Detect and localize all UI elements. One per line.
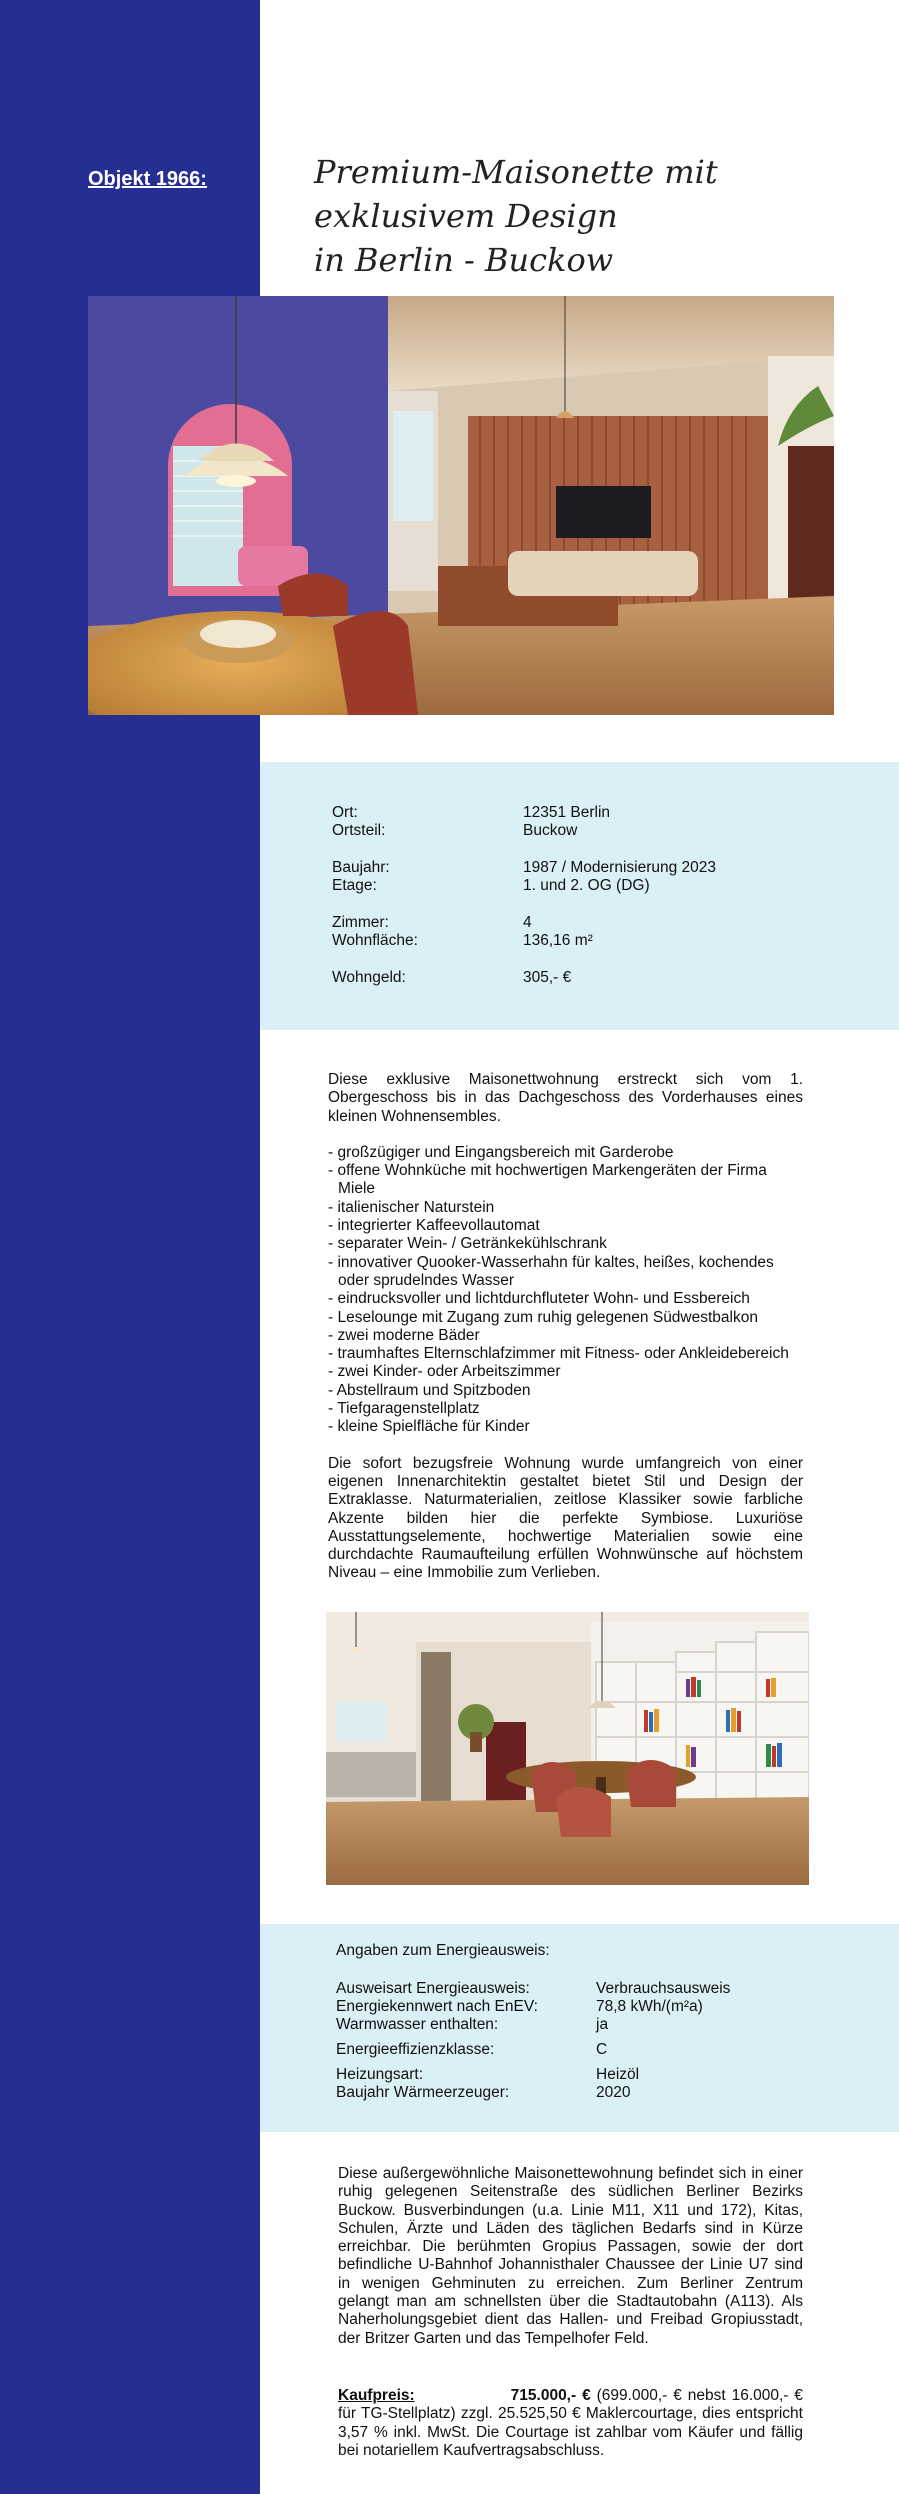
- fact-row: [332, 969, 716, 987]
- fact-row: [332, 804, 716, 822]
- fact-row: [332, 932, 716, 950]
- feature-item: - integrierter Kaffeevollautomat: [328, 1217, 540, 1235]
- energy-value: C: [596, 2041, 608, 2058]
- fact-label: Ort:: [332, 804, 358, 821]
- energy-label: Ausweisart Energieausweis:: [336, 1980, 530, 1997]
- feature-item: - eindrucksvoller und lichtdurchfluteter Wohn- und Essbereich: [328, 1290, 750, 1308]
- energy-row: [336, 2084, 730, 2102]
- fact-value: Buckow: [523, 822, 578, 839]
- feature-item: - Tiefgaragenstellplatz: [328, 1400, 480, 1418]
- fact-label: Ortsteil:: [332, 822, 386, 839]
- fact-label: Wohngeld:: [332, 969, 406, 986]
- energy-label: Energiekennwert nach EnEV:: [336, 1998, 538, 2015]
- property-description: [328, 1071, 803, 1583]
- fact-label: Baujahr:: [332, 859, 390, 876]
- fact-value: 4: [523, 914, 532, 931]
- object-number-label: Objekt 1966:: [88, 168, 207, 190]
- feature-list: [328, 1144, 803, 1437]
- energy-label: Heizungsart:: [336, 2066, 424, 2083]
- energy-heading: Angaben zum Energieausweis:: [336, 1942, 550, 1959]
- fact-label: Zimmer:: [332, 914, 389, 931]
- energy-value: Verbrauchsausweis: [596, 1980, 731, 1997]
- key-facts-box: [260, 762, 899, 1030]
- price-details: (699.000,- € nebst 16.000,- € für TG-Stellplatz) zzgl. 25.525,50 € Maklercourtage, dies entspricht 3,57 % inkl. MwSt. Die Courtage ist zahlbar vom Käufer und fällig bei notariellem Kaufvertragsabschluss.: [338, 2387, 803, 2459]
- location-description: Diese außergewöhnliche Maisonettewohnung befindet sich in einer ruhig gelegenen Seitenstraße des südlichen Berliner Bezirks Buckow. Busverbindungen (u.a. Linie M11, X11 und 172), Kitas, Schulen, Ärzte und Läden des täglichen Bedarfs sind in Kürze erreichbar. Die berühmten Gropius Passagen, sowie der dort befindliche U-Bahnhof Johannisthaler Chaussee der Linie U7 sind in wenigen Gehminuten zu erreichen. Zum Berliner Zentrum gelangt man am schnellsten über die Stadtautobahn (A113). Als Naherholungsgebiet dient das Hallen- und Freibad Gropiusstadt, der Britzer Garten und das Tempelhofer Feld.: [338, 2165, 803, 2347]
- energy-value: Heizöl: [596, 2066, 640, 2083]
- fact-label: Etage:: [332, 877, 377, 894]
- energy-value: ja: [596, 2016, 609, 2033]
- description-intro: Diese exklusive Maisonettwohnung erstreckt sich vom 1. Obergeschoss bis in das Dachgeschoss des Vorderhauses eines kleinen Wohnensembles.: [328, 1071, 803, 1125]
- fact-row: [332, 877, 716, 895]
- feature-item: - innovativer Quooker-Wasserhahn für kaltes, heißes, kochendes oder sprudelndes Wasser: [328, 1253, 774, 1289]
- energy-row: [336, 1980, 730, 1998]
- energy-label: Baujahr Wärmeerzeuger:: [336, 2084, 510, 2101]
- energy-value: 78,8 kWh/(m²a): [596, 1998, 703, 2015]
- description-outro: Die sofort bezugsfreie Wohnung wurde umfangreich von einer eigenen Innenarchitektin gestaltet bietet Stil und Design der Extraklasse. Naturmaterialien, zeitlose Klassiker sowie farbliche Akzente bilden hier die perfekte Symbiose. Luxuriöse Ausstattungselemente, hochwertige Materialien sowie eine durchdachte Raumaufteilung erfüllen Wohnwünsche auf höchstem Niveau – eine Immobilie zum Verlieben.: [328, 1454, 803, 1582]
- price-value: 715.000,- €: [510, 2387, 591, 2404]
- energy-row: [336, 2066, 730, 2084]
- feature-item: - zwei moderne Bäder: [328, 1326, 480, 1344]
- fact-value: 305,- €: [523, 969, 572, 986]
- feature-item: - separater Wein- / Getränkekühlschrank: [328, 1235, 607, 1253]
- energy-row: [336, 1998, 730, 2016]
- fact-value: 136,16 m²: [523, 932, 593, 949]
- feature-item: - traumhaftes Elternschlafzimmer mit Fitness- oder Ankleidebereich: [328, 1345, 789, 1363]
- energy-value: 2020: [596, 2084, 631, 2101]
- fact-value: 1. und 2. OG (DG): [523, 877, 650, 894]
- page-title: [314, 150, 834, 282]
- feature-item: - kleine Spielfläche für Kinder: [328, 1418, 530, 1436]
- energy-label: Energieeffizienzklasse:: [336, 2041, 495, 2058]
- fact-value: 12351 Berlin: [523, 804, 611, 821]
- living-dining-room-photo: [88, 296, 834, 715]
- title-line-2: in Berlin - Buckow: [314, 241, 614, 279]
- feature-item: - Leselounge mit Zugang zum ruhig gelegenen Südwestbalkon: [328, 1308, 758, 1326]
- title-line-1: Premium-Maisonette mit exklusivem Design: [314, 153, 718, 235]
- fact-label: Wohnfläche:: [332, 932, 418, 949]
- energy-row: [336, 2016, 730, 2034]
- fact-row: [332, 914, 716, 932]
- price-label: Kaufpreis:: [338, 2387, 415, 2404]
- dining-library-room-photo: [326, 1612, 809, 1885]
- energy-certificate-box: [260, 1924, 899, 2132]
- key-facts-list: [332, 804, 716, 987]
- fact-value: 1987 / Modernisierung 2023: [523, 859, 717, 876]
- feature-item: - Abstellraum und Spitzboden: [328, 1381, 531, 1399]
- feature-item: - offene Wohnküche mit hochwertigen Markengeräten der Firma Miele: [328, 1162, 767, 1198]
- energy-certificate-list: [336, 1942, 730, 2102]
- energy-row: [336, 2041, 730, 2059]
- feature-item: - italienischer Naturstein: [328, 1198, 495, 1216]
- energy-label: Warmwasser enthalten:: [336, 2016, 499, 2033]
- fact-row: [332, 859, 716, 877]
- fact-row: [332, 822, 716, 840]
- price-section: [338, 2387, 803, 2460]
- feature-item: - zwei Kinder- oder Arbeitszimmer: [328, 1363, 561, 1381]
- feature-item: - großzügiger und Eingangsbereich mit Garderobe: [328, 1143, 674, 1161]
